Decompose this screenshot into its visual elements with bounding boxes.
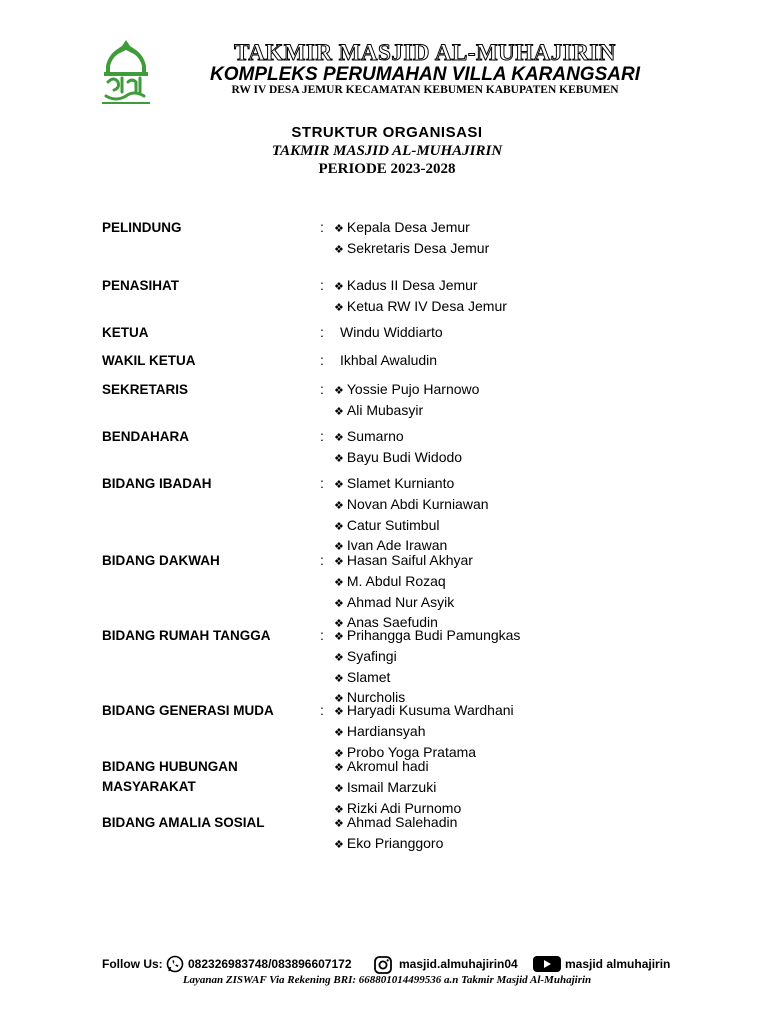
header-subtitle: KOMPLEKS PERUMAHAN VILLA KARANGSARI (210, 64, 640, 85)
member-name: ❖ Bayu Budi Widodo (334, 448, 462, 469)
member-list (334, 626, 520, 709)
document-title: STRUKTUR ORGANISASI (291, 124, 483, 141)
member-name: ❖ Slamet Kurnianto (334, 474, 489, 495)
member-list (334, 474, 489, 557)
document-period: PERIODE 2023-2028 (318, 161, 456, 177)
colon-separator: : (320, 702, 324, 718)
member-list (334, 701, 514, 763)
member-list (334, 276, 507, 318)
role-label: PENASIHAT (102, 278, 180, 293)
role-label: BIDANG AMALIA SOSIAL (102, 815, 265, 830)
member-list (334, 757, 461, 819)
member-name: ❖ Sumarno (334, 427, 462, 448)
footer-social (0, 955, 768, 975)
colon-separator: : (320, 277, 324, 293)
member-name: ❖ Kadus II Desa Jemur (334, 276, 507, 297)
document-org: TAKMIR MASJID AL-MUHAJIRIN (271, 143, 503, 159)
role-label: KETUA (102, 325, 149, 340)
role-label: BIDANG GENERASI MUDA (102, 703, 274, 718)
colon-separator: : (320, 552, 324, 568)
colon-separator: : (320, 219, 324, 235)
phone-number: 082326983748/083896607172 (188, 957, 352, 971)
role-label: SEKRETARIS (102, 382, 189, 397)
youtube-icon (533, 955, 561, 973)
colon-separator: : (320, 475, 324, 491)
member-name: ❖ Syafingi (334, 647, 520, 668)
member-name: ❖ Sekretaris Desa Jemur (334, 239, 489, 260)
member-name: ❖ M. Abdul Rozaq (334, 572, 473, 593)
member-name: ❖ Catur Sutimbul (334, 516, 489, 537)
role-label: BIDANG RUMAH TANGGA (102, 628, 271, 643)
colon-separator: : (320, 352, 324, 368)
instagram-icon (373, 955, 393, 975)
member-list (340, 351, 437, 370)
member-name: ❖ Novan Abdi Kurniawan (334, 495, 489, 516)
member-name: ❖ Eko Prianggoro (334, 834, 457, 855)
member-list (334, 380, 479, 422)
member-name: ❖ Kepala Desa Jemur (334, 218, 489, 239)
member-name: ❖ Ali Mubasyir (334, 401, 479, 422)
member-name: ❖ Ahmad Nur Asyik (334, 593, 473, 614)
follow-label: Follow Us: (102, 957, 163, 971)
member-name: ❖ Slamet (334, 668, 520, 689)
member-name: ❖ Rizki Adi Purnomo (334, 799, 461, 820)
role-label: BIDANG IBADAH (102, 476, 212, 491)
member-name: ❖ Hardiansyah (334, 722, 514, 743)
header-address: RW IV DESA JEMUR KECAMATAN KEBUMEN KABUPATEN KEBUMEN (231, 84, 619, 96)
colon-separator: : (320, 428, 324, 444)
member-name: ❖ Probo Yoga Pratama (334, 743, 514, 764)
member-name: ❖ Ahmad Salehadin (334, 813, 457, 834)
colon-separator: : (320, 324, 324, 340)
member-name: ❖ Prihangga Budi Pamungkas (334, 626, 520, 647)
instagram-handle: masjid.almuhajirin04 (399, 957, 518, 971)
role-label: BIDANG HUBUNGAN (102, 759, 238, 774)
member-name: ❖ Nurcholis (334, 688, 520, 709)
whatsapp-icon (166, 955, 184, 973)
member-name: ❖ Ketua RW IV Desa Jemur (334, 297, 507, 318)
member-list (334, 427, 462, 469)
header-title: TAKMIR MASJID AL-MUHAJIRIN (234, 40, 616, 65)
member-name: ❖ Anas Saefudin (334, 613, 473, 634)
ziswaf-info: Layanan ZISWAF Via Rekening BRI: 668801014499536 a.n Takmir Masjid Al-Muhajirin (182, 974, 592, 986)
member-name: ❖ Ivan Ade Irawan (334, 536, 489, 557)
member-name: ❖ Hasan Saiful Akhyar (334, 551, 473, 572)
role-label: WAKIL KETUA (102, 353, 196, 368)
colon-separator: : (320, 627, 324, 643)
member-name: ❖ Akromul hadi (334, 757, 461, 778)
role-label: BENDAHARA (102, 429, 189, 444)
youtube-channel: masjid almuhajirin (565, 957, 671, 971)
member-list (340, 323, 443, 342)
colon-separator: : (320, 381, 324, 397)
member-name: ❖ Haryadi Kusuma Wardhani (334, 701, 514, 722)
role-label-line2: MASYARAKAT (102, 779, 196, 794)
member-list (334, 218, 489, 260)
member-name: Ikhbal Awaludin (340, 352, 438, 368)
member-list (334, 813, 457, 855)
member-name: Windu Widdiarto (340, 324, 443, 340)
role-label: BIDANG DAKWAH (102, 553, 220, 568)
member-name: ❖ Yossie Pujo Harnowo (334, 380, 479, 401)
member-list (334, 551, 473, 634)
role-label: PELINDUNG (102, 220, 182, 235)
member-name: ❖ Ismail Marzuki (334, 778, 461, 799)
